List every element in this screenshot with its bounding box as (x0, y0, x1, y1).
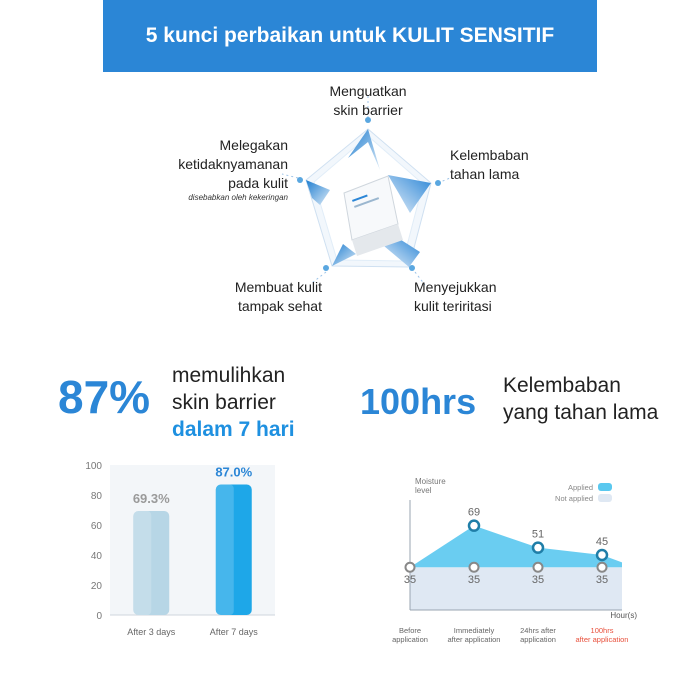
bar-y-tick-label: 60 (90, 521, 102, 532)
stat-left-line3: dalam 7 hari (172, 418, 295, 441)
legend-label: Not applied (555, 494, 593, 503)
legend-swatch (598, 483, 612, 491)
stat-right-value: 100hrs (360, 381, 477, 422)
not-applied-value-label: 35 (467, 574, 481, 587)
radar-label-right: Kelembaban tahan lama (450, 147, 529, 182)
radar-label-bottom-right: Menyejukkan kulit teriritasi (414, 279, 497, 314)
bar-y-tick-label: 80 (90, 491, 102, 502)
bar-shade (216, 485, 234, 616)
moisture-area-chart (380, 470, 670, 650)
applied-value-label: 51 (531, 528, 545, 541)
applied-area (410, 526, 622, 568)
area-category-label: 100hrs after application (575, 626, 629, 644)
stat-right-line1: Kelembaban (503, 374, 621, 397)
bar-category-label: After 7 days (209, 627, 258, 637)
not-applied-value-label: 35 (595, 574, 609, 587)
stat-right-line2: yang tahan lama (503, 401, 659, 424)
stat-right-description (503, 372, 658, 426)
radar-label-left-group (150, 136, 288, 203)
not-applied-point (406, 563, 415, 572)
stat-left-value: 87% (58, 371, 151, 423)
bar-y-tick-label: 20 (90, 581, 102, 592)
legend-swatch (598, 494, 612, 502)
bar-shade (133, 511, 151, 615)
bar-category-label: After 3 days (127, 627, 176, 637)
bar-y-tick-label: 100 (85, 461, 102, 472)
applied-value-label: 69 (467, 506, 481, 519)
not-applied-point (598, 563, 607, 572)
bar-y-tick-label: 40 (90, 551, 102, 562)
banner-title: 5 kunci perbaikan untuk KULIT SENSITIF (145, 24, 555, 47)
area-category-label: Immediately after application (447, 626, 501, 644)
applied-point (597, 550, 607, 560)
not-applied-point (470, 563, 479, 572)
area-x-axis-label: Hour(s) (610, 611, 637, 620)
bar-value-label: 69.3% (132, 491, 170, 507)
stat-left-line1: memulihkan (172, 364, 286, 387)
area-category-label: 24hrs after application (520, 626, 556, 644)
area-y-axis-label: Moisture level (415, 477, 446, 495)
area-category-label: Before application (392, 626, 428, 644)
radar-label-bottom-left: Membuat kulit tampak sehat (234, 279, 322, 314)
not-applied-point (534, 563, 543, 572)
applied-value-label: 45 (595, 536, 609, 548)
stat-left-description (172, 362, 295, 443)
applied-point (533, 543, 543, 553)
radar-label-top: Menguatkan skin barrier (329, 83, 407, 118)
legend-label: Applied (567, 483, 593, 492)
radar-label-left-note: disebabkan oleh kekeringan (188, 193, 288, 202)
radar-diagram (0, 0, 700, 340)
applied-point (469, 521, 479, 531)
radar-label-left: Melegakan ketidaknyamanan pada kulit (178, 137, 288, 191)
not-applied-value-label: 35 (403, 574, 417, 587)
bar-value-label: 87.0% (215, 464, 253, 480)
stat-left-line2: skin barrier (172, 391, 276, 414)
not-applied-value-label: 35 (531, 574, 545, 587)
bar-chart (80, 440, 280, 650)
bar-y-tick-label: 0 (96, 611, 102, 622)
not-applied-area (410, 567, 622, 610)
